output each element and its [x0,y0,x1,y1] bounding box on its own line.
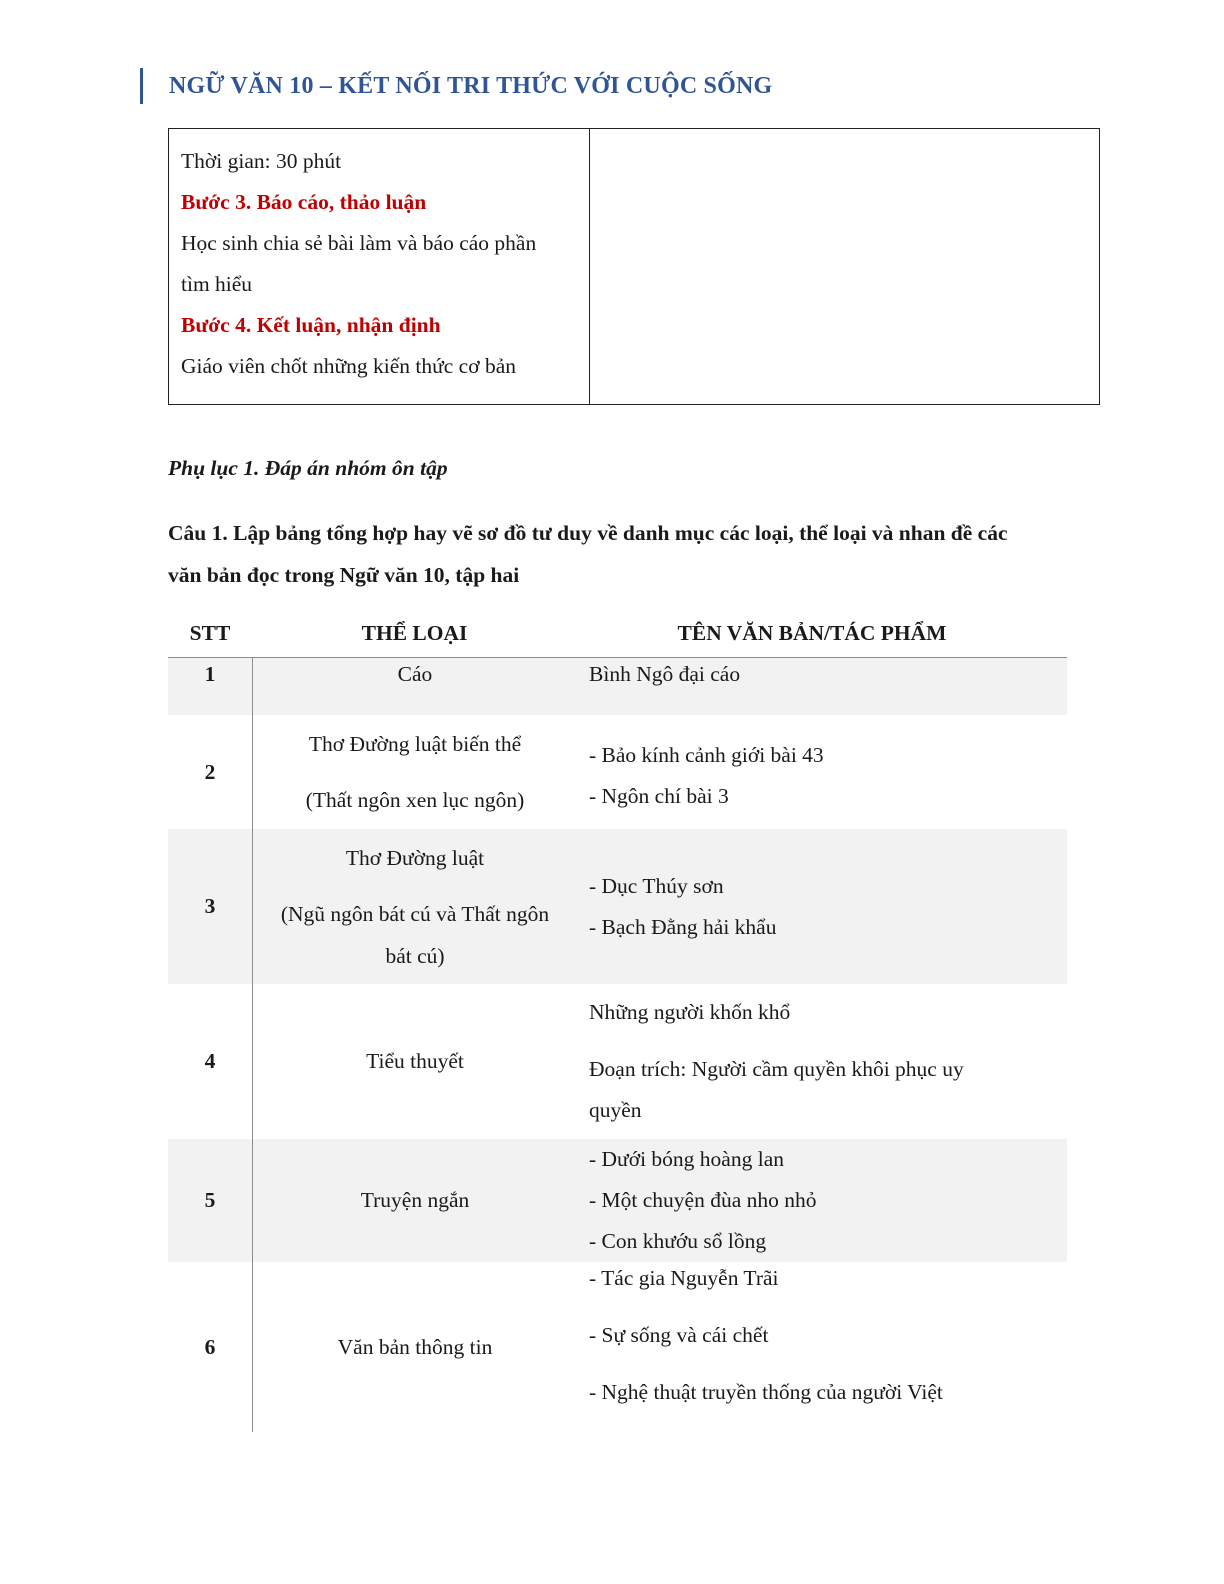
header-genre: THỂ LOẠI [361,621,468,645]
row-genre: Thơ Đường luật biến thể (Thất ngôn xen lục ngôn) [252,715,577,829]
table-row [168,658,1067,715]
row-genre: Cáo [252,658,577,715]
row-genre: Tiểu thuyết [252,984,577,1139]
header-works: TÊN VĂN BẢN/TÁC PHẨM [677,621,947,645]
table-row [168,829,1067,984]
row-stt: 2 [204,759,216,784]
table-row [168,984,1067,1139]
row-stt: 6 [204,1334,216,1359]
row-stt: 4 [204,1049,216,1073]
header-title: NGỮ VĂN 10 – KẾT NỐI TRI THỨC VỚI CUỘC SỐNG [169,72,773,99]
row-works: - Bảo kính cảnh giới bài 43 - Ngôn chí bài 3 [589,743,824,808]
row-genre: Văn bản thông tin [252,1262,577,1432]
activity-steps-cell [169,129,590,404]
step4-heading: Bước 4. Kết luận, nhận định [181,313,441,337]
appendix-title: Phụ lục 1. Đáp án nhóm ôn tập [168,456,448,480]
row-works: Những người khốn khổ Đoạn trích: Người cầm quyền khôi phục uy quyền [589,1000,964,1122]
row-works: - Tác gia Nguyễn Trãi - Sự sống và cái chết - Nghệ thuật truyền thống của người Việt [589,1266,943,1404]
activity-table [168,128,1100,405]
question-1 [168,512,1108,596]
genre-table [168,610,1067,1432]
header-stt: STT [189,621,231,645]
question-line2: văn bản đọc trong Ngữ văn 10, tập hai [168,563,520,587]
row-works: Bình Ngô đại cáo [589,662,741,686]
question-line1: Câu 1. Lập bảng tổng hợp hay vẽ sơ đồ tư duy về danh mục các loại, thể loại và nhan đề các [168,521,1008,545]
table-header-row [168,610,1067,658]
row-works: - Dưới bóng hoàng lan - Một chuyện đùa nho nhỏ - Con khướu sổ lồng [589,1147,817,1253]
row-genre: Truyện ngắn [252,1139,577,1262]
row-works: - Dục Thúy sơn - Bạch Đằng hải khẩu [589,873,777,939]
step3-text-line2: tìm hiểu [181,272,253,296]
activity-empty-cell [590,129,1099,404]
table-row [168,715,1067,829]
row-stt: 1 [204,662,216,686]
table-row [168,1262,1067,1432]
table-row [168,1139,1067,1262]
row-stt: 3 [204,894,216,918]
row-genre: Thơ Đường luật (Ngũ ngôn bát cú và Thất ngôn bát cú) [252,829,577,984]
time-text: Thời gian: 30 phút [181,149,342,173]
step4-text: Giáo viên chốt những kiến thức cơ bản [181,354,516,378]
step3-heading: Bước 3. Báo cáo, thảo luận [181,190,427,214]
step3-text-line1: Học sinh chia sẻ bài làm và báo cáo phần [181,231,537,255]
row-stt: 5 [204,1188,216,1212]
page-header [140,68,772,104]
